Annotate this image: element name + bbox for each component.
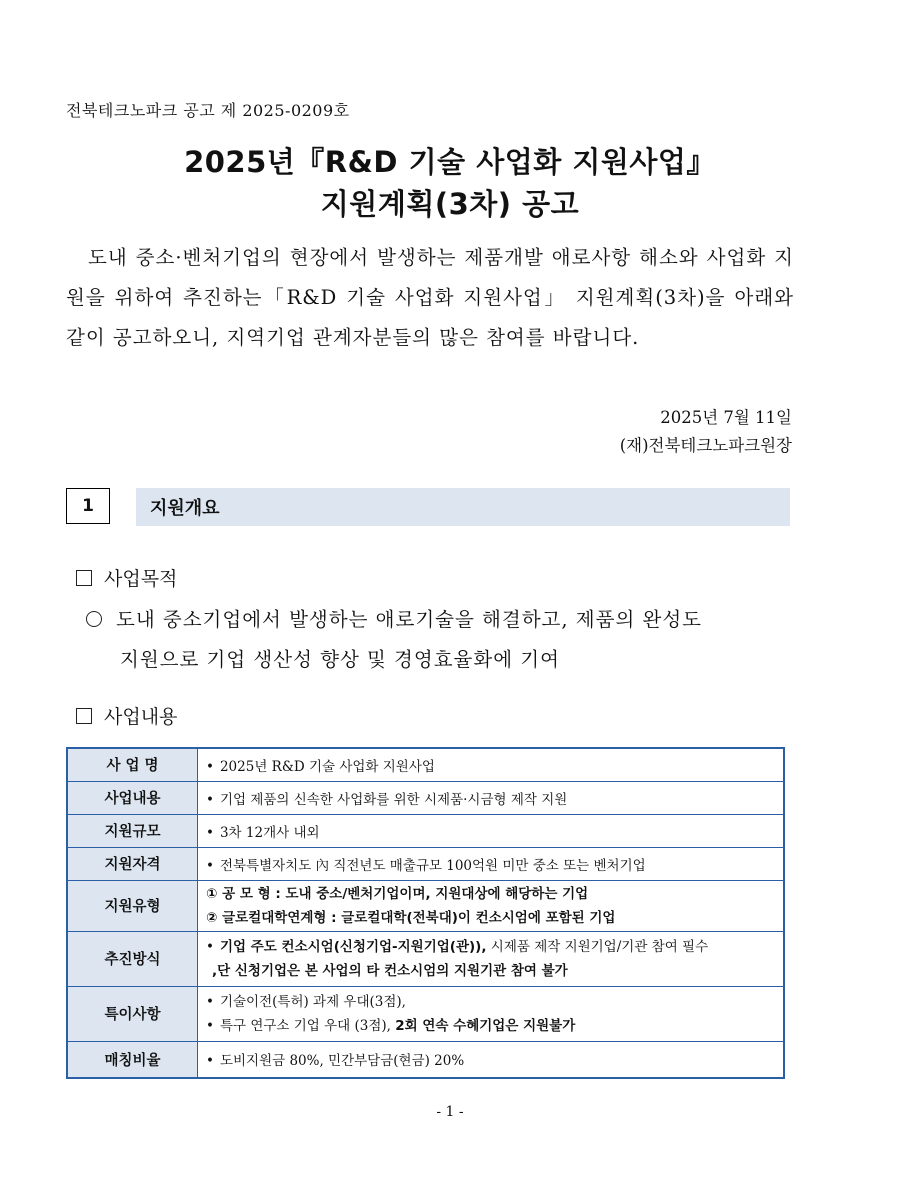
page-number: - 1 - [436, 1104, 464, 1120]
row-value: • 도비지원금 80%, 민간부담금(현금) 20% [198, 1041, 785, 1078]
row-label: 사업내용 [67, 781, 198, 814]
support-type-2: ② 글로컬대학연계형 : 글로컬대학(전북대)이 컨소시엄에 포함된 기업 [206, 909, 616, 926]
table-row [67, 880, 784, 931]
document-number: 전북테크노파크 공고 제 2025-0209호 [66, 101, 350, 120]
table-row [67, 748, 784, 781]
special-line2: • 특구 연구소 기업 우대 (3점), 2회 연속 수혜기업은 지원불가 [206, 1017, 576, 1034]
row-label: 지원유형 [67, 880, 198, 931]
purpose-line1-row [86, 600, 796, 640]
purpose-heading-label: 사업목적 [104, 568, 178, 590]
row-label: 지원자격 [67, 847, 198, 880]
row-value: • 2025년 R&D 기술 사업화 지원사업 [198, 748, 785, 781]
table-row [67, 1041, 784, 1078]
page-title-line1: 2025년『R&D 기술 사업화 지원사업』 [184, 145, 716, 179]
section-number-box: 1 [66, 488, 110, 524]
purpose-line1: 도내 중소기업에서 발생하는 애로기술을 해결하고, 제품의 완성도 [116, 608, 702, 631]
row-value: • 3차 12개사 내외 [198, 814, 785, 847]
row-label: 지원규모 [67, 814, 198, 847]
support-type-1: ① 공 모 형 : 도내 중소/벤처기업이며, 지원대상에 해당하는 기업 [206, 885, 589, 902]
row-label: 추진방식 [67, 931, 198, 986]
row-value [198, 986, 785, 1041]
content-heading-label: 사업내용 [104, 706, 178, 728]
intro-paragraph: 도내 중소·벤처기업의 현장에서 발생하는 제품개발 애로사항 해소와 사업화 지원을 위하여 추진하는「R&D 기술 사업화 지원사업」 지원계획(3차)을 아래와 같이 공고하오니, 지역기업 관계자분들의 많은 참여를 바랍니다. [66, 246, 794, 349]
table-row [67, 931, 784, 986]
issuer-name: (재)전북테크노파크원장 [619, 436, 792, 455]
announcement-date: 2025년 7월 11일 [660, 408, 792, 427]
purpose-item [86, 600, 796, 680]
section-title: 지원개요 [150, 498, 220, 519]
table-row [67, 847, 784, 880]
page-title-line2: 지원계획(3차) 공고 [320, 187, 580, 221]
section-title-bar [136, 488, 790, 526]
circle-bullet-icon [86, 611, 102, 627]
purpose-heading [76, 564, 177, 591]
method-line2: ,단 신청기업은 본 사업의 타 컨소시엄의 지원기관 참여 불가 [212, 962, 568, 979]
square-bullet-icon [76, 708, 92, 724]
row-label: 특이사항 [67, 986, 198, 1041]
purpose-line2: 지원으로 기업 생산성 향상 및 경영효율화에 기여 [120, 648, 560, 671]
program-info-table [66, 747, 785, 1079]
table-row [67, 781, 784, 814]
row-value [198, 931, 785, 986]
special-line1: • 기술이전(특허) 과제 우대(3점), [206, 993, 406, 1010]
row-label: 사 업 명 [67, 748, 198, 781]
row-value: • 전북특별자치도 內 직전년도 매출규모 100억원 미만 중소 또는 벤처기업 [198, 847, 785, 880]
content-heading [76, 702, 177, 729]
square-bullet-icon [76, 570, 92, 586]
method-line1: • 기업 주도 컨소시엄(신청기업-지원기업(관)), 시제품 제작 지원기업/기관 참여 필수 [206, 938, 709, 955]
row-value [198, 880, 785, 931]
table-row [67, 814, 784, 847]
table-row [67, 986, 784, 1041]
row-value: • 기업 제품의 신속한 사업화를 위한 시제품·시금형 제작 지원 [198, 781, 785, 814]
row-label: 매칭비율 [67, 1041, 198, 1078]
